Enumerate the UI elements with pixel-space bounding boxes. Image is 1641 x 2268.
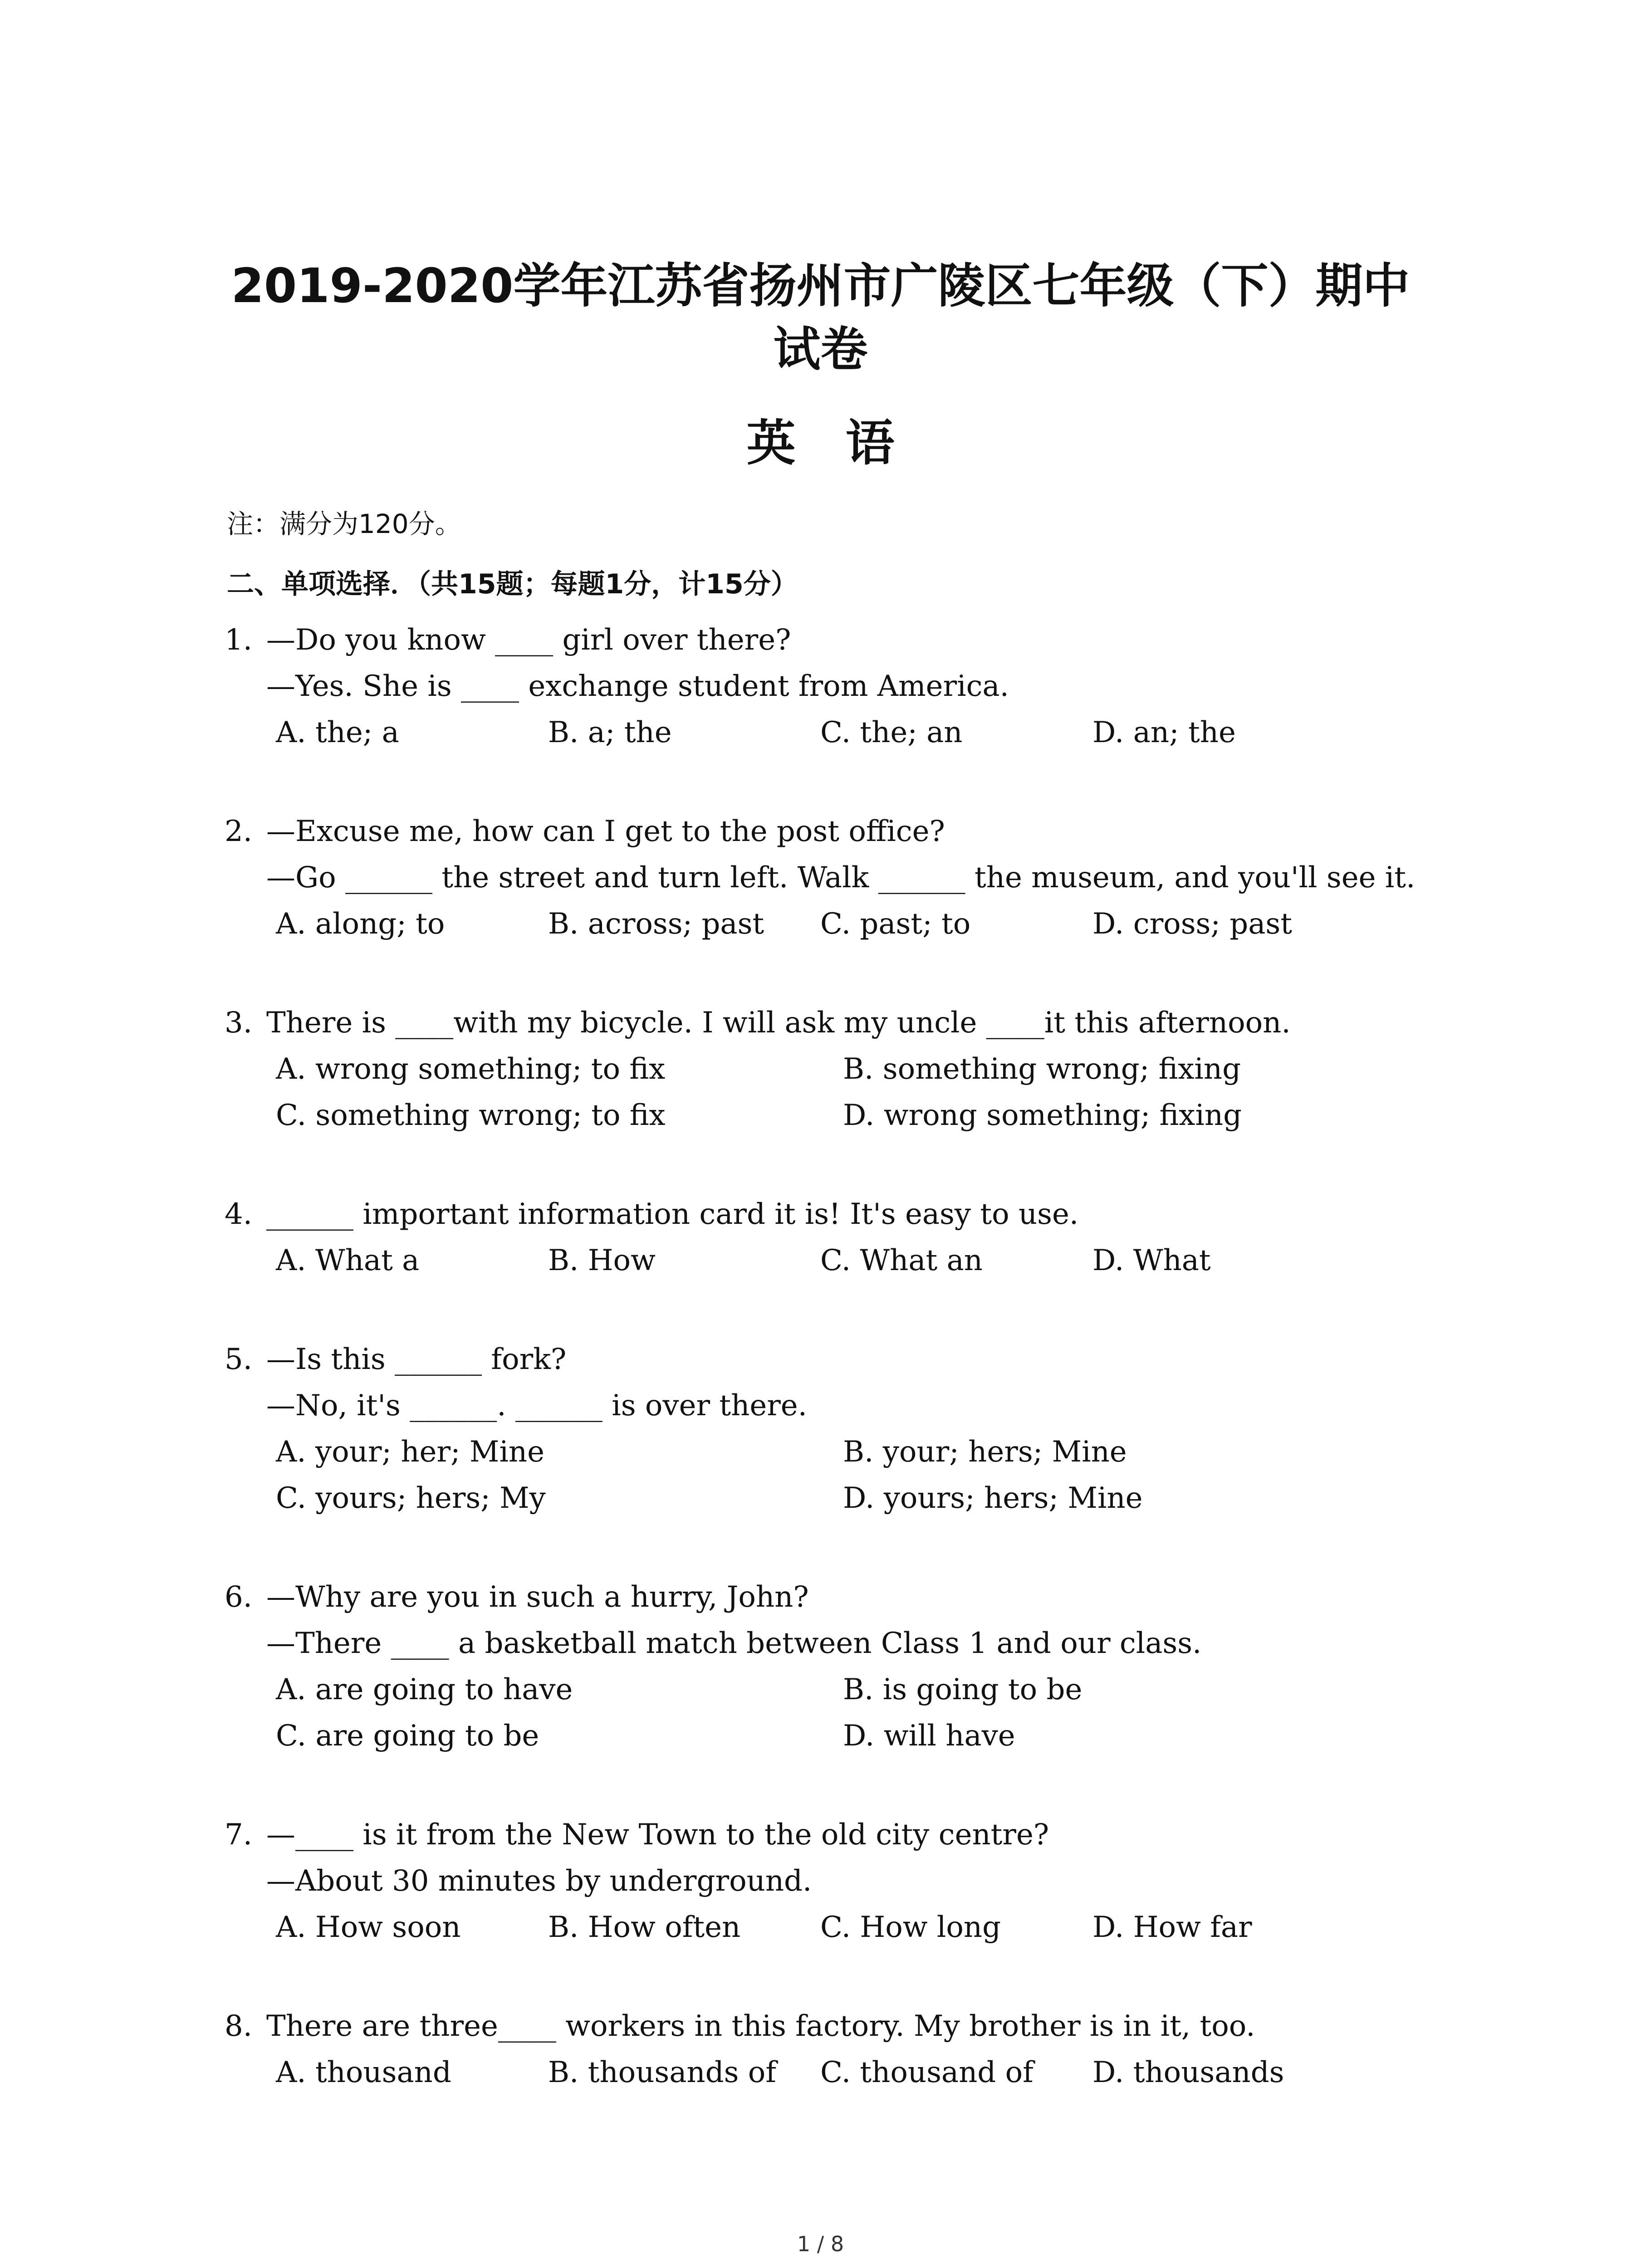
option-a: A. thousand [276,2056,451,2089]
option-d: D. wrong something; fixing [843,1099,1242,1132]
question-text: There are three____ workers in this factory. My brother is in it, too. [266,2009,1255,2043]
option-a: A. wrong something; to fix [276,1052,666,1086]
option-a: A. your; her; Mine [276,1435,544,1469]
question-text: —Why are you in such a hurry, John? [266,1580,809,1614]
question-text: —Yes. She is ____ exchange student from America. [266,670,1009,703]
option-group [225,1904,1450,1950]
option-c: C. How long [820,1911,1001,1944]
question-8 [225,2003,1450,2096]
question-number: 1. [225,623,253,657]
question-number: 7. [225,1818,253,1852]
option-group [225,1046,1450,1139]
page-indicator: 1 / 8 [797,2232,844,2256]
question-2 [225,808,1450,947]
option-a: A. What a [276,1244,420,1277]
option-d: D. will have [843,1719,1015,1753]
option-b: B. thousands of [548,2056,776,2089]
option-b: B. How [548,1244,656,1277]
option-a: A. are going to have [276,1673,573,1706]
option-a: A. How soon [276,1911,461,1944]
question-text: ______ important information card it is! It's easy to use. [266,1198,1079,1231]
question-text: —No, it's ______. ______ is over there. [266,1389,807,1422]
question-number: 2. [225,815,253,848]
option-a: A. the; a [276,716,399,749]
question-3 [225,1000,1450,1139]
question-4 [225,1191,1450,1284]
option-b: B. is going to be [843,1673,1083,1706]
title-line-2: 试卷 [773,322,868,377]
option-c: C. something wrong; to fix [276,1099,666,1132]
option-group [225,1429,1450,1521]
option-d: D. yours; hers; Mine [843,1481,1143,1515]
question-text: —Is this ______ fork? [266,1343,567,1376]
page-title [0,254,1641,381]
question-text: —Go ______ the street and turn left. Walk ______ the museum, and you'll see it. [266,861,1416,894]
option-c: C. the; an [820,716,963,749]
option-d: D. How far [1092,1911,1252,1944]
question-text: There is ____with my bicycle. I will ask my uncle ____it this afternoon. [266,1006,1291,1040]
question-text: —____ is it from the New Town to the old city centre? [266,1818,1049,1852]
option-c: C. yours; hers; My [276,1481,546,1515]
option-group [225,709,1450,756]
option-b: B. across; past [548,907,764,941]
option-d: D. What [1092,1244,1211,1277]
question-5 [225,1336,1450,1521]
score-note: 注：满分为120分。 [227,508,461,539]
option-b: B. your; hers; Mine [843,1435,1127,1469]
subject-heading: 英语 [746,415,945,472]
question-7 [225,1812,1450,1950]
option-group [225,901,1450,947]
question-number: 4. [225,1198,253,1231]
question-text: —Do you know ____ girl over there? [266,623,791,657]
question-text: —There ____ a basketball match between Class 1 and our class. [266,1627,1202,1660]
option-b: B. something wrong; fixing [843,1052,1241,1086]
option-b: B. How often [548,1911,741,1944]
option-group [225,1667,1450,1759]
option-d: D. an; the [1092,716,1236,749]
question-number: 5. [225,1343,253,1376]
question-number: 3. [225,1006,253,1040]
question-number: 6. [225,1580,253,1614]
option-d: D. thousands [1092,2056,1284,2089]
question-number: 8. [225,2009,253,2043]
question-list [225,617,1450,2148]
question-1 [225,617,1450,756]
question-text: —About 30 minutes by underground. [266,1864,812,1898]
option-group [225,1237,1450,1284]
option-group [225,2049,1450,2096]
title-line-1: 2019-2020学年江苏省扬州市广陵区七年级（下）期中 [231,258,1410,313]
section-heading: 二、单项选择．（共15题；每题1分，计15分） [227,568,798,600]
option-b: B. a; the [548,716,672,749]
option-a: A. along; to [276,907,445,941]
question-6 [225,1574,1450,1759]
option-c: C. are going to be [276,1719,539,1753]
question-text: —Excuse me, how can I get to the post office? [266,815,945,848]
option-d: D. cross; past [1092,907,1292,941]
option-c: C. past; to [820,907,971,941]
option-c: C. thousand of [820,2056,1034,2089]
option-c: C. What an [820,1244,983,1277]
